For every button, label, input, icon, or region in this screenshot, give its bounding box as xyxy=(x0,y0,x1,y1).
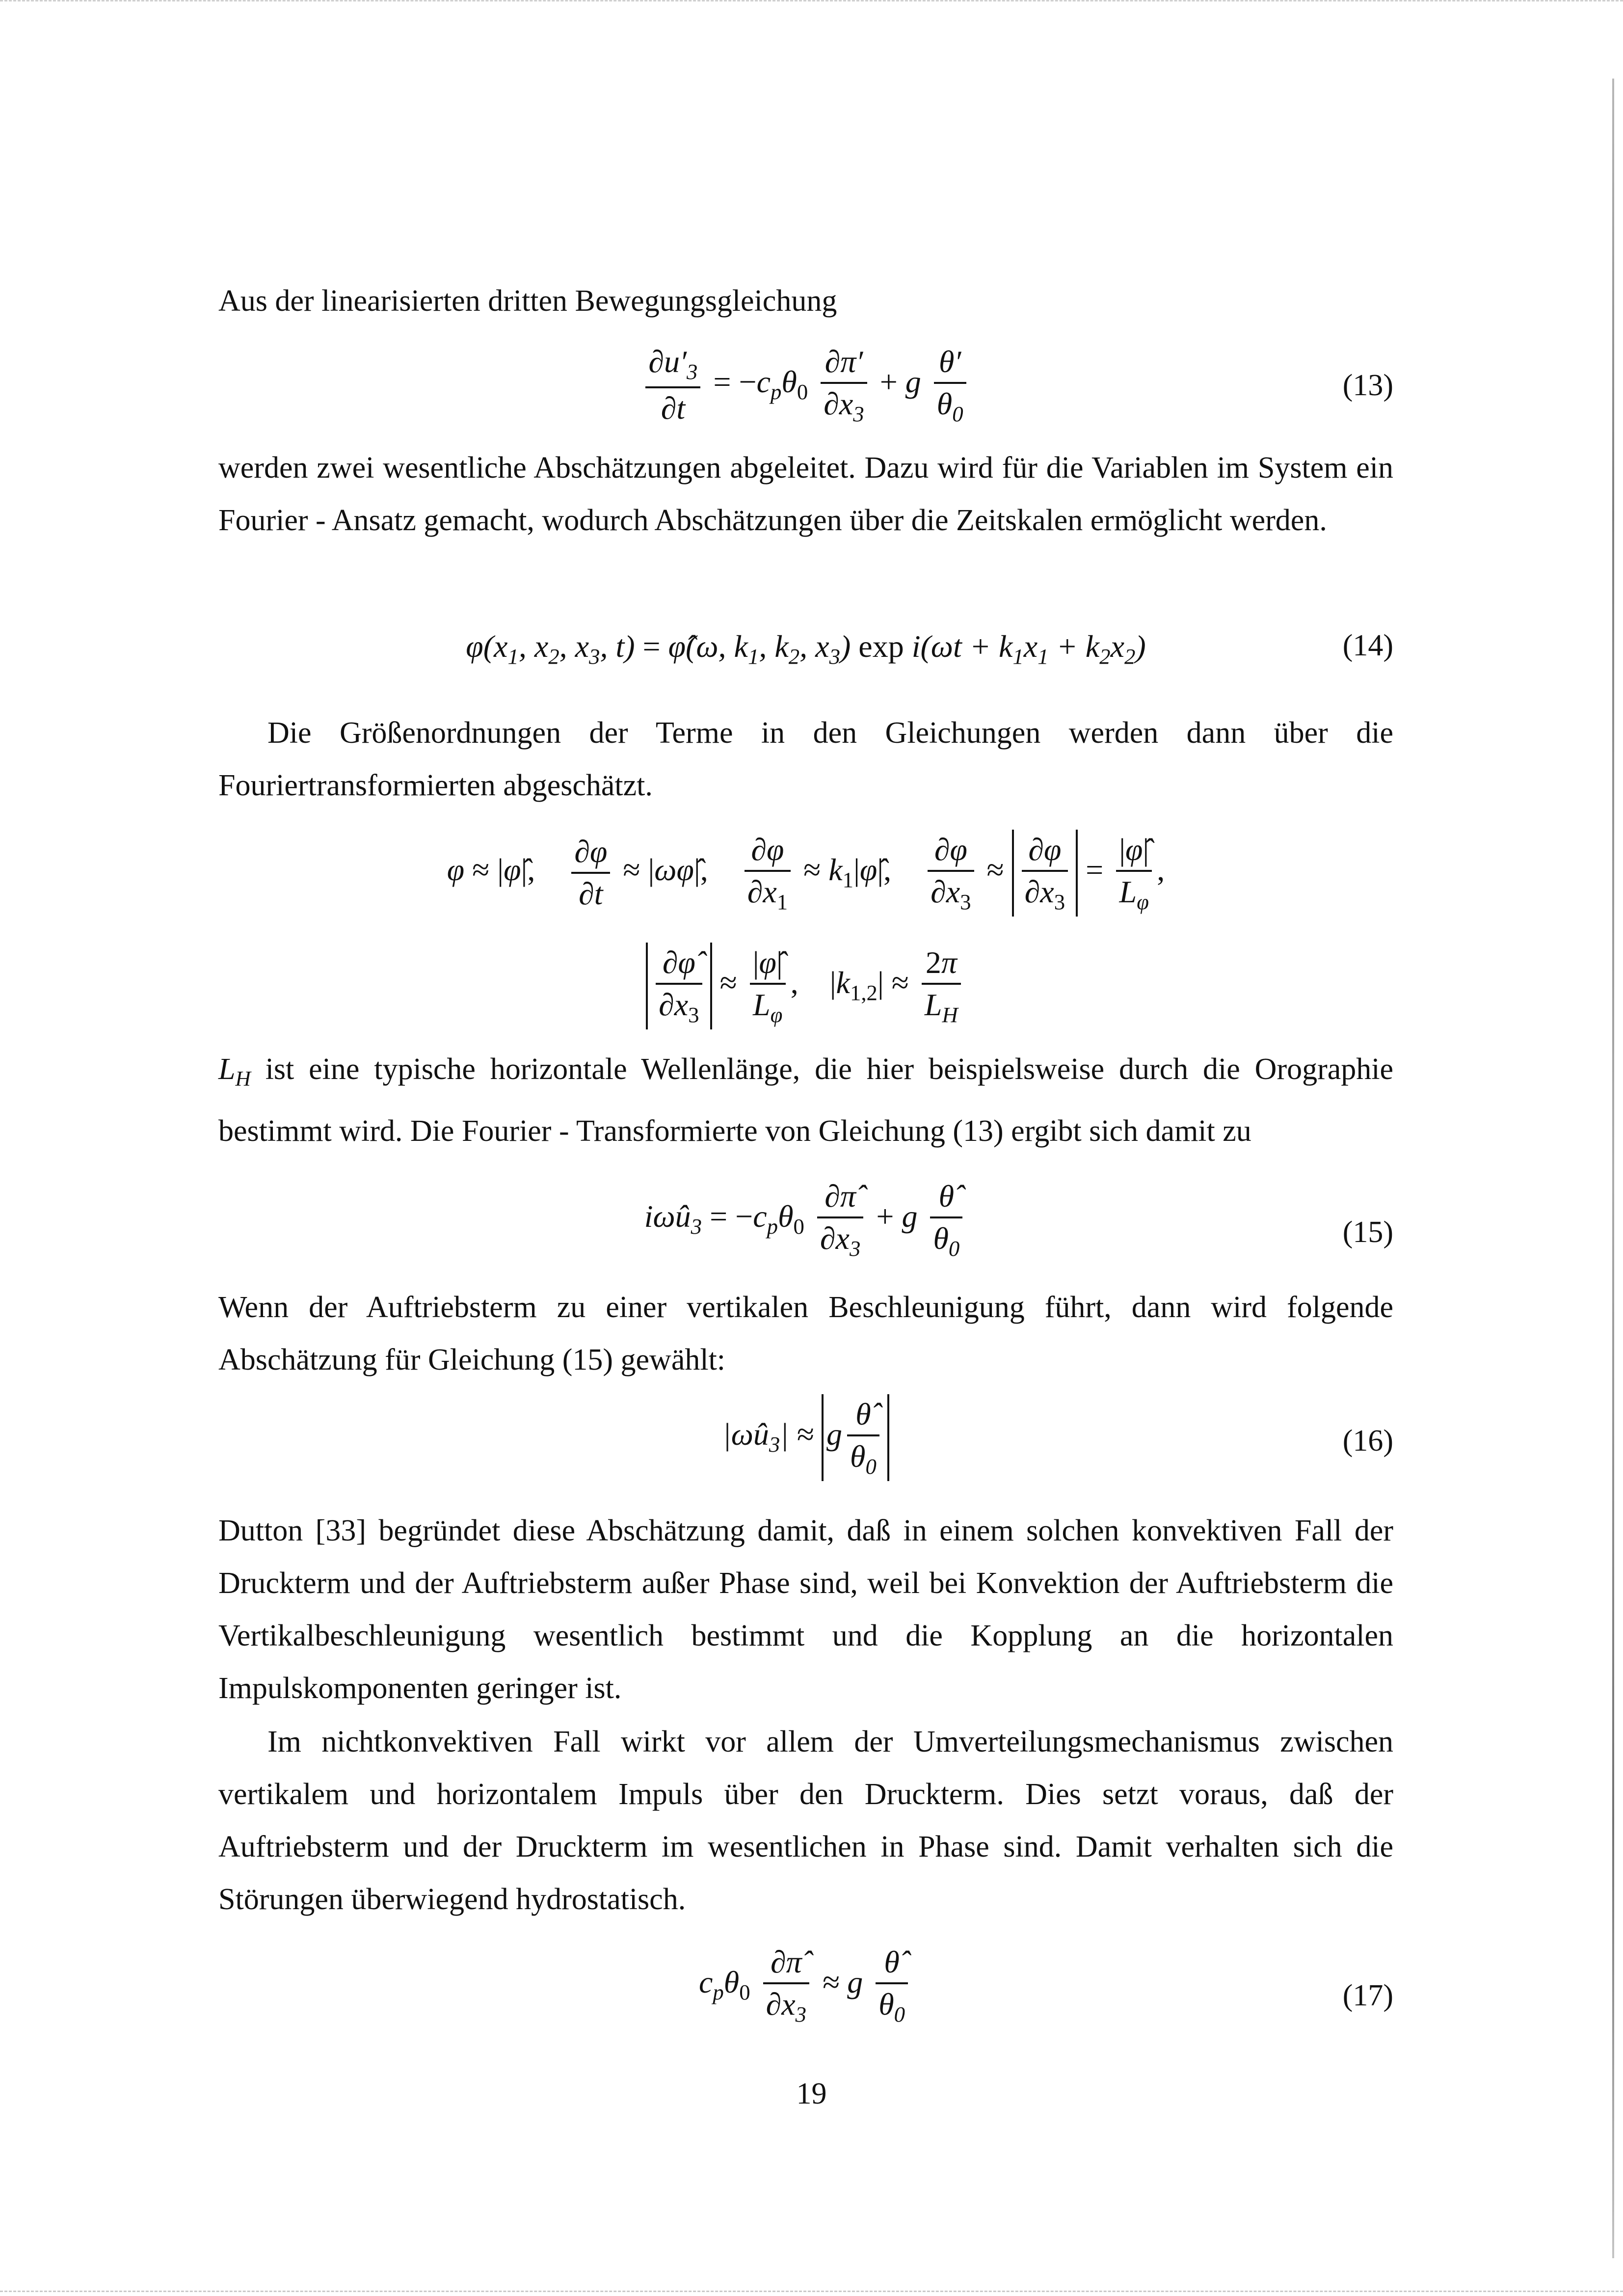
scan-edge-right xyxy=(1612,79,1614,2258)
scaling-estimates-line-1: φ ≈ |φ̂|, $\frac{\partial\varphi}{\partial t}$ ≈ |ωφ̂|, $\frac{\partial\varphi}{\partial x_1}$ ≈ $k_1|\varphî|$, $\frac{\partial\varphi}{\partial x_3}$ ≈ $\frac{\partial\varphi}{\partial x_3}$ = $\frac{|\varphî|}{L_\varphi}$ , xyxy=(218,830,1393,917)
page-number: 19 xyxy=(796,2077,827,2110)
scaling-estimates-line-2: $\frac{\partial\varphî}{\partial x_3}$ ≈ $\frac{|\varphî|}{L_\varphi}$ , $|k_{1,2}|$ ≈ $\frac{2\pi}{L_H}$ xyxy=(218,943,1393,1029)
symbol-lh: $L_H$ xyxy=(218,1053,251,1091)
scan-edge-bottom xyxy=(0,2289,1623,2292)
equation-15-number: (15) xyxy=(1342,1216,1393,1249)
equation-13 xyxy=(218,344,1393,442)
equation-16-number: (16) xyxy=(1342,1424,1393,1458)
paragraph-wellenlaenge-text: ist eine typische horizontale Wellenlänge, die hier beispielsweise durch die Orographie bestimmt wird. Die Fourier - Transformierte von Gleichung (13) ergibt sich damit zu xyxy=(218,1053,1393,1148)
paragraph-wellenlaenge xyxy=(218,1043,1393,1158)
paragraph-intro: Aus der linearisierten dritten Bewegungsgleichung xyxy=(218,284,837,318)
equation-14 xyxy=(218,628,1393,677)
equation-14-body: $\varphi(x_1$, $x_2$, $x_3$, t) = φ̂(ω, $k_1$, $k_2$, $x_3$) $\exp i(\omega t + k_1x_1 + k_2x_2)$ xyxy=(466,629,1146,669)
paragraph-nichtkonvektiv: Im nichtkonvektiven Fall wirkt vor allem der Umverteilungsmechanismus zwischen vertikalem und horizontalem Impuls über den Druckterm. Dies setzt voraus, daß der Auftriebsterm und der Druckterm im wesentlichen in Phase sind. Damit verhalten sich die Störungen überwiegend hydrostatisch. xyxy=(218,1725,1393,1916)
equation-16 xyxy=(218,1394,1393,1492)
paragraph-auftriebsterm: Wenn der Auftriebsterm zu einer vertikalen Beschleunigung führt, dann wird folgende Abschätzung für Gleichung (15) gewählt: xyxy=(218,1291,1393,1377)
scan-edge-top xyxy=(0,0,1623,4)
equation-15 xyxy=(218,1178,1393,1276)
equation-17 xyxy=(218,1944,1393,2042)
equation-13-body: $\frac{\partial u'_3}{\partial t}$ = $-c_p\theta_0$ $\frac{\partial\pi'}{\partial x_3}$ + g $\frac{\theta'}{\theta_0}$ xyxy=(218,344,1393,427)
equation-15-body: iωû$_3$ = $-c_p\theta_0$ $\frac{\partial\pî}{\partial x_3}$ + g $\frac{\thetâ}{\theta_0}$ xyxy=(218,1178,1393,1261)
equation-13-number: (13) xyxy=(1342,369,1393,402)
equation-16-body: $|\omega û_3| \approx g$ $\frac{\thetâ}{\theta_0}$ xyxy=(218,1394,1393,1481)
paragraph-groessenordnungen: Die Größenordnungen der Terme in den Gleichungen werden dann über die Fouriertransformierten abgeschätzt. xyxy=(218,716,1393,802)
equation-14-number: (14) xyxy=(1342,629,1393,662)
paragraph-fourier-ansatz: werden zwei wesentliche Abschätzungen abgeleitet. Dazu wird für die Variablen im System ein Fourier - Ansatz gemacht, wodurch Abschätzungen über die Zeitskalen ermöglicht werden. xyxy=(218,451,1393,537)
equation-17-body: $c_p\theta_0$ $\frac{\partial\pî}{\partial x_3}$ ≈ g $\frac{\thetâ}{\theta_0}$ xyxy=(218,1944,1393,2027)
equation-17-number: (17) xyxy=(1342,1979,1393,2012)
paragraph-dutton: Dutton [33] begründet diese Abschätzung damit, daß in einem solchen konvektiven Fall der Druckterm und der Auftriebsterm außer Phase sind, weil bei Konvektion der Auftriebsterm die Vertikalbeschleunigung wesentlich bestimmt und die Kopplung an die horizontalen Impulskomponenten geringer ist. xyxy=(218,1514,1393,1705)
